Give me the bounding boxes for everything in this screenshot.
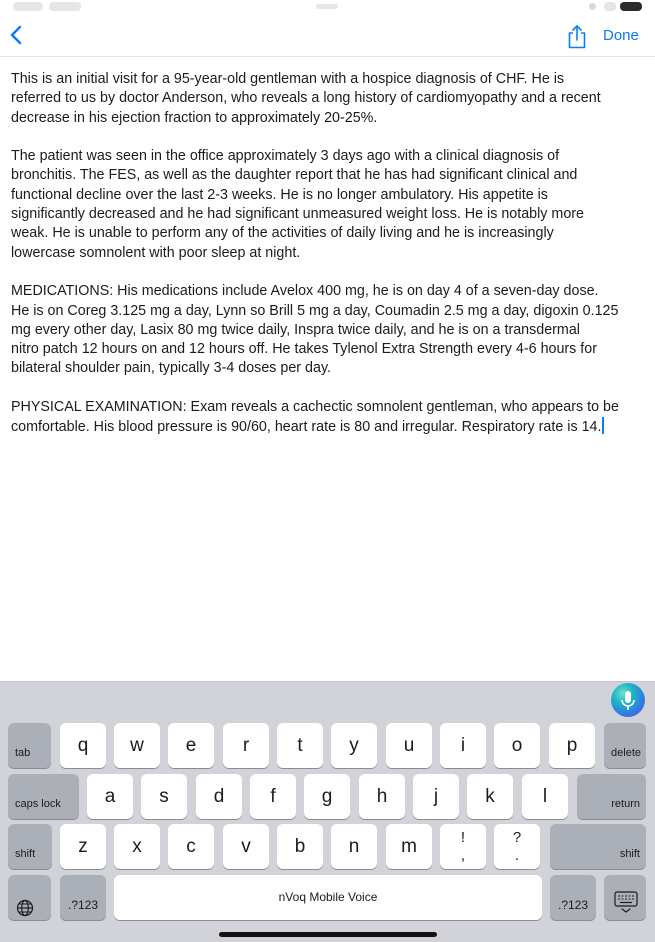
key-c[interactable]: c bbox=[168, 824, 214, 869]
status-date-blur bbox=[49, 2, 81, 11]
key-e[interactable]: e bbox=[168, 723, 214, 768]
key-b[interactable]: b bbox=[277, 824, 323, 869]
paragraph-medications: MEDICATIONS: His medications include Avelox 400 mg, he is on day 4 of a seven-day dose. He is on Coreg 3.125 mg a day, Lynn so Brill 5 mg a day, Coumadin 2.5 mg a day, digoxin 0.125 mg every other day, Lasix 80 mg twice daily, Inspra twice daily, and he is on a transdermal nitro patch 12 hours on and 12 hours off. He takes Tylenol Extra Strength every 4-6 hours for bilateral shoulder pain, typically 3-4 doses per day. bbox=[11, 283, 619, 377]
document-text-area[interactable] bbox=[11, 70, 651, 670]
key-u[interactable]: u bbox=[386, 723, 432, 768]
return-key-label: return bbox=[611, 798, 640, 810]
key-comma-label: , bbox=[460, 847, 466, 864]
keyboard-dismiss-icon bbox=[604, 875, 646, 920]
status-bar bbox=[0, 0, 655, 16]
key-x[interactable]: x bbox=[114, 824, 160, 869]
key-q[interactable]: q bbox=[60, 723, 106, 768]
delete-key-label: delete bbox=[611, 747, 641, 759]
key-r[interactable]: r bbox=[223, 723, 269, 768]
caps-lock-key[interactable] bbox=[8, 774, 79, 819]
key-n[interactable]: n bbox=[331, 824, 377, 869]
globe-icon bbox=[8, 875, 51, 920]
key-j[interactable]: j bbox=[413, 774, 459, 819]
key-h[interactable]: h bbox=[359, 774, 405, 819]
home-indicator[interactable] bbox=[219, 932, 437, 937]
numbers-key-right[interactable] bbox=[550, 875, 596, 920]
right-shift-key-label: shift bbox=[619, 848, 640, 860]
key-t[interactable]: t bbox=[277, 723, 323, 768]
key-g[interactable]: g bbox=[304, 774, 350, 819]
share-icon[interactable] bbox=[566, 24, 588, 50]
right-shift-key[interactable] bbox=[550, 824, 646, 869]
key-m[interactable]: m bbox=[386, 824, 432, 869]
key-period-label: . bbox=[514, 847, 520, 864]
paragraph-initial-visit: This is an initial visit for a 95-year-old gentleman with a hospice diagnosis of CHF. He is referred to us by doctor Anderson, who reveals a long history of cardiomyopathy and a recent decrease in his ejection fraction to approximately 20-25%. bbox=[11, 71, 601, 126]
microphone-icon[interactable] bbox=[611, 683, 645, 717]
key-exclamation-comma[interactable] bbox=[440, 824, 486, 869]
paragraph-physical-exam bbox=[11, 398, 651, 438]
key-o[interactable]: o bbox=[494, 723, 540, 768]
key-exclamation-label: ! bbox=[460, 829, 466, 846]
tab-key[interactable] bbox=[8, 723, 51, 768]
keyboard-dismiss-key[interactable] bbox=[604, 875, 646, 920]
text-cursor bbox=[602, 417, 604, 434]
paragraph-history: The patient was seen in the office approximately 3 days ago with a clinical diagnosis of bronchitis. The FES, as well as the daughter report that he has had significant clinical and functional decline over the last 2-3 weeks. He is no longer ambulatory. His appetite is significantly decreased and he had significant unmeasured weight loss. He is notably more weak. He is unable to perform any of the activities of daily living and he is increasingly lowercase somnolent with poor sleep at night. bbox=[11, 148, 584, 261]
left-shift-key-label: shift bbox=[15, 848, 36, 860]
chevron-left-icon[interactable] bbox=[6, 22, 28, 50]
caps-lock-key-label: caps lock bbox=[15, 798, 61, 810]
delete-key[interactable] bbox=[604, 723, 646, 768]
tab-key-label: tab bbox=[15, 747, 31, 759]
key-y[interactable]: y bbox=[331, 723, 377, 768]
return-key[interactable] bbox=[577, 774, 646, 819]
share-button[interactable] bbox=[566, 24, 588, 50]
navigation-bar bbox=[0, 16, 655, 57]
key-a[interactable]: a bbox=[87, 774, 133, 819]
status-time-blur bbox=[13, 2, 43, 11]
left-shift-key[interactable] bbox=[8, 824, 52, 869]
battery-percent-blur bbox=[604, 2, 616, 11]
key-question-period[interactable] bbox=[494, 824, 540, 869]
key-z[interactable]: z bbox=[60, 824, 106, 869]
key-v[interactable]: v bbox=[223, 824, 269, 869]
key-l[interactable]: l bbox=[522, 774, 568, 819]
mic-button[interactable] bbox=[611, 683, 645, 717]
paragraph-physical-exam-text: PHYSICAL EXAMINATION: Exam reveals a cachectic somnolent gentleman, who appears to be comfortable. His blood pressure is 90/60, heart rate is 80 and irregular. Respiratory rate is 14. bbox=[11, 399, 619, 436]
numbers-key-left[interactable] bbox=[60, 875, 106, 920]
numbers-key-right-label: .?123 bbox=[557, 898, 589, 912]
battery-icon bbox=[620, 2, 642, 11]
key-w[interactable]: w bbox=[114, 723, 160, 768]
key-k[interactable]: k bbox=[467, 774, 513, 819]
key-f[interactable]: f bbox=[250, 774, 296, 819]
key-p[interactable]: p bbox=[549, 723, 595, 768]
space-bar[interactable]: nVoq Mobile Voice bbox=[114, 875, 542, 920]
globe-key[interactable] bbox=[8, 875, 51, 920]
key-d[interactable]: d bbox=[196, 774, 242, 819]
back-button[interactable] bbox=[6, 22, 28, 50]
key-question-label: ? bbox=[512, 829, 522, 846]
key-s[interactable]: s bbox=[141, 774, 187, 819]
numbers-key-left-label: .?123 bbox=[67, 898, 99, 912]
done-button[interactable]: Done bbox=[603, 27, 639, 44]
multitasking-dots bbox=[316, 4, 338, 9]
wifi-icon bbox=[589, 3, 596, 10]
key-i[interactable]: i bbox=[440, 723, 486, 768]
on-screen-keyboard bbox=[0, 681, 655, 942]
